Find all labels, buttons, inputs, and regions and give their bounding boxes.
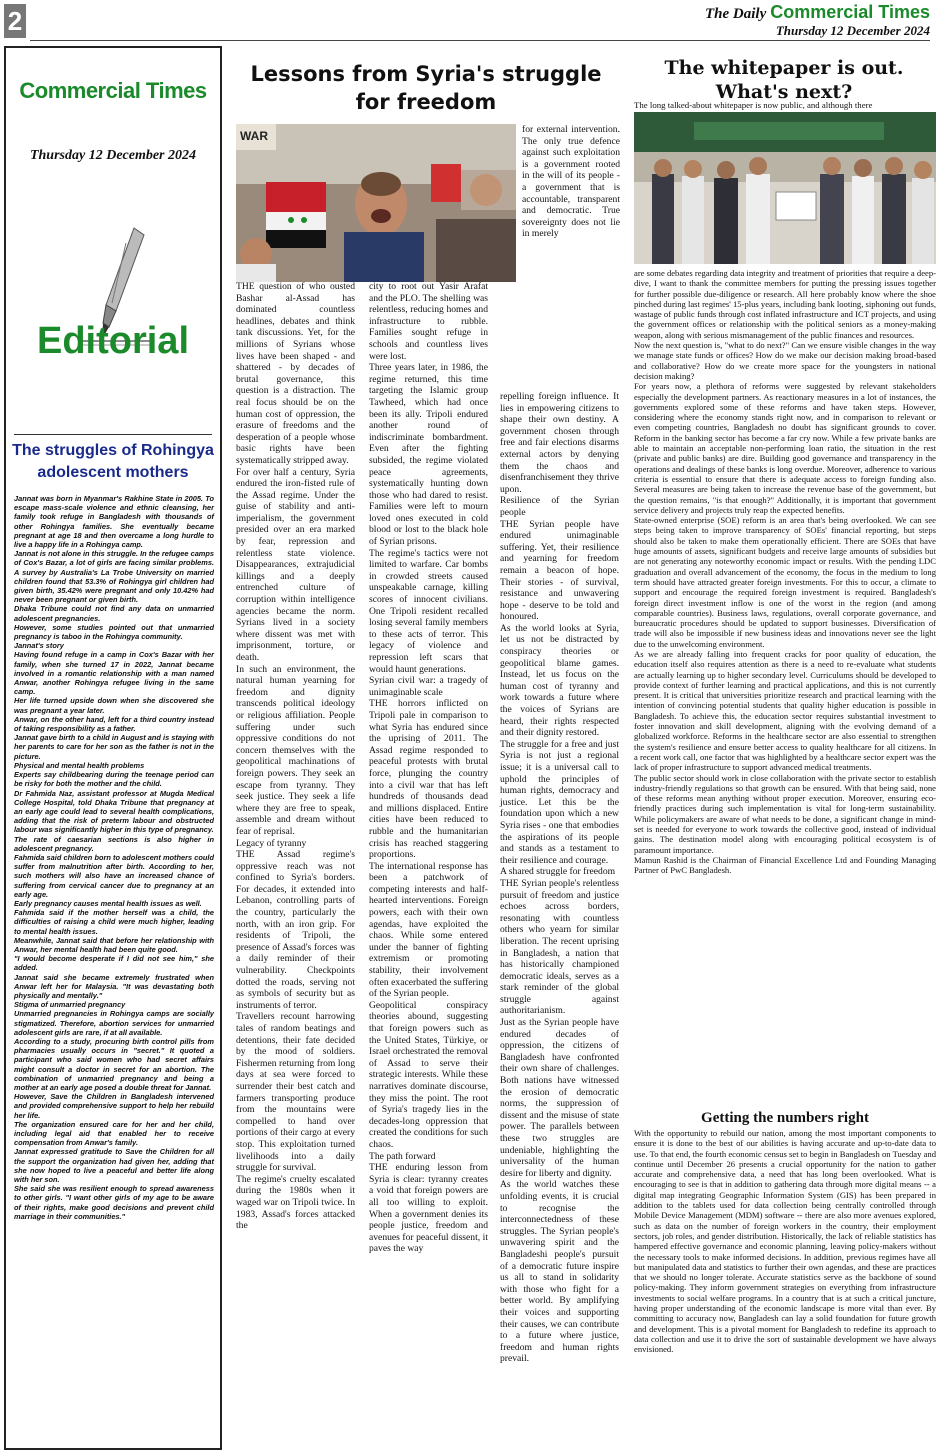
paragraph: In such an environment, the natural human yearning for freedom and dignity transcends political ideology or religious affiliation. People suffering under such oppressive conditions do not concern themselves with the geopolitical machinations of foreign powers. They seek an escape from tyranny. They seek justice. They seek a life where they are free to speak, assemble and dream without fear of reprisal. (236, 663, 355, 837)
paragraph: Jannat is not alone in this struggle. In the refugee camps of Cox's Bazar, a lot of girls are facing similar problems. A survey by Australia's La Trobe University on married children found that 53.3% of Rohingya girl children had given birth, 35.42% were pregnant and only 10.42% had never been pregnant or given birth. (14, 549, 214, 605)
paragraph: Having found refuge in a camp in Cox's Bazar with her family, when she turned 17 in 2022, Jannat became involved in a romantic relationship with a man named Anwar, another Rohingya refugee living in the same camp. (14, 650, 214, 697)
paragraph: The rate of caesarian sections is also higher in adolescent pregnancy. (14, 834, 214, 853)
masthead-the-daily: The Daily (705, 6, 767, 22)
masthead-brand: Commercial Times (770, 2, 930, 22)
paragraph: Dhaka Tribune could not find any data on unmarried adolescent pregnancies. (14, 604, 214, 623)
editorial-sidebar (4, 46, 222, 1450)
sidebar-article-body (14, 494, 214, 1221)
paragraph: Geopolitical conspiracy theories abound, suggesting that foreign powers such as the United States, Türkiye, or Israel orchestrated the removal of Assad to serve their strategic interests. While these narratives dominate discourse, they miss the point. The root of Syria's tragedy lies in the decades-long oppression that created the conditions for such chaos. (369, 999, 488, 1150)
syria-column-1 (236, 281, 355, 1232)
numbers-body (634, 1128, 936, 1355)
paragraph: The international response has been a patchwork of competing interests and half-hearted interventions. Foreign powers, each with their own agendas, have exploited the chaos. While some entered under the banner of fighting extremism or promoting stability, their involvement often exacerbated the suffering of the Syrian people. (369, 860, 488, 1000)
subhead: A shared struggle for freedom (500, 866, 616, 878)
whitepaper-body (634, 268, 936, 876)
syria-column-3-top: for external intervention. The only true defence against such exploitation is a government rooted in the will of its people - a government that is accountable, transparent and democratic. True sovereignty does not lie in merely (522, 124, 620, 240)
paragraph: Just as the Syrian people have endured decades of oppression, the citizens of Bangladesh have confronted their own share of challenges. Both nations have witnessed the erosion of democratic norms, the suppression of dissent and the misuse of state power. The parallels between these two struggles are undeniable, highlighting the universality of the human desire for liberty and dignity. (500, 1017, 619, 1179)
paragraph: She said she was resilient enough to spread awareness to other girls. "I want other girls of my age to be aware of their rights, make good decisions and prevent child marriage in their communities." (14, 1184, 214, 1221)
whitepaper-handover-photo (634, 112, 936, 264)
paragraph: Anwar, on the other hand, left for a third country instead of taking responsibility as a father. (14, 714, 214, 734)
syria-headline: Lessons from Syria's struggle for freedom (250, 62, 602, 114)
paragraph: Jannat expressed gratitude to Save the Children for all the support the organization had given her, adding that she now hoped to live a peaceful and better life along with her son. (14, 1147, 214, 1185)
paragraph: For years now, a plethora of reforms were suggested by relevant stakeholders especially the development partners. As reactionary measures in a lot of instances, the governments explored some of these reforms and have taken steps. However, considering where the economy stands right now, and in comparison to relevant or even competing countries, Bangladesh no doubt has significant grounds to cover. Reform in the banking sector has become a far cry now. While a few private banks are able to maintain an acceptable non-performing loan ratio, the situation in the rest (private and public banks) are dire. Building good governance and transparency in the operations and dealings of these banks is long overdue. Moreover, adherence to various criteria is essential to ensure that there is adequate access to foreign funding also. Several measures are being taken to increase the revenue base of the government, but the question remains, "is that enough?" Additionally, it is important that government service delivery and projects truly reap the expected benefits. (634, 381, 936, 515)
paragraph: repelling foreign influence. It lies in empowering citizens to shape their own destiny. A government chosen through free and fair elections disarms external actors by denying them the chaos and disenfranchisement they thrive upon. (500, 391, 619, 495)
paragraph: As we are already falling into frequent cracks for poor quality of education, the education itself also requires attention as there is a need to re-evaluate what students are actually learning up to higher secondary level. Curriculums should be developed to provide context of further learning and practical applications, and this is not currently present. It is critical that universities prioritize research and practical learning with the intention of convincing potential students that quality higher education is possible in Bangladesh. To achieve this, the education sector requires substantial investment to foster innovation and skill development, aligning with the evolving demand of a globalized workforce. Reforms in the healthcare sector are also essential to strengthen the system's resilience and ensure better access to quality healthcare for all citizens. In a recent work call, one factor that was highlighted by a healthcare sector expert was the lack of proper infrastructure to support advanced medical treatments. (634, 648, 936, 773)
whitepaper-headline: The whitepaper is out. What's next? (664, 57, 904, 103)
subhead: Syrian civil war: a tragedy of unimaginable scale (369, 675, 488, 698)
paragraph: State-owned enterprise (SOE) reform is an area that's being overlooked. We can see steps being taken to improve transparency of SOEs' financial reporting, but steps should also be taken to make them operationally efficient. There are SOEs that have huge amounts of assets, significant budgets and receive large amounts of subsidies but are not generating any noteworthy economic impact or results. With the pending LDC graduation and overall advancement of the economy, the focus in the medium to long term should have attracted greater foreign investments. For this to occur, a climate to support and encourage the required foreign investment is required. Bangladesh's foreign direct investment inflow is one of the worst in the region (and among comparable countries). Business laws, regulations, overall corporate governance, and bureaucratic procedures should be updated to support businesses. Diversification of trade will also be impossible if new business ideas and innovations never see the light due to the unwelcoming environment. (634, 515, 936, 649)
subhead: The path forward (369, 1150, 436, 1162)
paragraph: Meanwhile, Jannat said that before her relationship with Anwar, her mental health had been quite good. (14, 935, 214, 954)
masthead-date: Thursday 12 December 2024 (775, 23, 930, 38)
paragraph: For over half a century, Syria endured the iron-fisted rule of the Assad regime. Under the guise of stability and anti-imperialism, the government presided over an era marked by fear, repression and relentless state violence. Disappearances, extrajudicial killings and a deeply entrenched culture of corruption within intelligence agencies became the norm. Syrians lived in a society where dissent was met with imprisonment, torture, or death. (236, 466, 355, 663)
subhead: Resilience of the Syrian people (500, 495, 619, 518)
paragraph: THE Syrian people's relentless pursuit of freedom and justice echoes across borders, resonating with countless others who yearn for similar liberation. The recent uprising in Bangladesh, a nation that has historically championed democratic ideals, serves as a stark reminder of the global struggle against authoritarianism. (500, 877, 619, 1017)
paragraph: According to a study, procuring birth control pills from pharmacies usually occurs in "secret." It quoted a participant who said women who had secret affairs might consult a doctor in secret for an abortion. The combination of unmarried pregnancy and being a mother at an early age posed a double threat for Jannat. (14, 1036, 214, 1092)
masthead (705, 2, 930, 39)
paragraph: Jannat was born in Myanmar's Rakhine State in 2005. To escape mass-scale violence and ethnic cleansing, her family took refuge in Bangladesh with thousands of other Rohingya families. She eventually became pregnant at age 18 and then overcame a long hurdle to live a happy life in a Rohingya camp. (14, 494, 214, 550)
paragraph: Fahmida said if the mother herself was a child, the difficulties of raising a child were much higher, leading to mental health issues. (14, 908, 214, 936)
sidebar-headline: The struggles of Rohingya adolescent mothers (12, 442, 214, 481)
paragraph: THE Assad regime's oppressive reach was not confined to Syria's borders. For decades, it extended into Lebanon, controlling parts of the country, particularly the north, with an iron grip. For residents of Tripoli, the presence of Assad's forces was a daily reminder of their vulnerability. Checkpoints dotted the roads, serving not as symbols of security but as instruments of terror. (236, 849, 355, 1011)
paragraph: THE question of who ousted Bashar al-Assad has dominated countless headlines, debates and think tank discussions. Yet, for the millions of Syrians whose lives have been shaped - and shattered - by decades of brutal governance, this question is a distraction. The real focus should be on the human cost of oppression, the erasure of freedoms and the desperation of a people whose basic rights have been systematically stripped away. (236, 281, 355, 466)
author-note: Mamun Rashid is the Chairman of Financial Excellence Ltd and Founding Managing Partner of PwC Bangladesh. (634, 854, 936, 876)
paragraph: Jannat gave birth to a child in August and is staying with her parents to care for her son as the father is not in the picture. (14, 733, 214, 761)
section-title: Editorial (36, 320, 190, 362)
paragraph: Three years later, in 1986, the regime returned, this time targeting the Islamic group Tawheed, which had once been its ally. Tripoli endured another round of indiscriminate bombardment. Even after the fighting subsided, the regime violated peace agreements, systematically hunting down those who had dared to resist. Families were left to mourn loved ones executed in cold blood or lost to the black hole of Syrian prisons. (369, 362, 488, 548)
paragraph: Travellers recount harrowing tales of random beatings and detentions, their fate decided by the mood of soldiers. Fishermen returning from long days at sea were forced to surrender their best catch and farmers transporting produce from the mountains were compelled to hand over portions of their cargo at every stop. This exploitation turned livelihoods into a daily struggle for survival. (236, 1011, 355, 1174)
paragraph: Unmarried pregnancies in Rohingya camps are socially stigmatized. Therefore, abortion services for unmarried adolescent girls are rare, if at all available. (14, 1009, 214, 1037)
paragraph: The public sector should work in close collaboration with the private sector to establish industry-friendly regulations so that growth can be ensured. With that being said, none of these reforms mean anything without proper execution. Moreover, ensuring eco-friendly practices during such implementation is vital for long-term sustainability. While policymakers are aware of what needs to be done, a significant change in mind-set is needed for everyone to work towards the collective good, instead of individual gains. The destination model along with encouraging political ecosystem is of paramount importance. (634, 772, 936, 855)
paragraph: Experts say childbearing during the teenage period can be risky for both the mother and the child. (14, 770, 214, 789)
paragraph: The struggle for a free and just Syria is not just a regional issue; it is a universal call to uphold the principles of human rights, democracy and justice. Let this be the foundation upon which a new Syria rises - one that embodies the aspirations of its people and stands as a testament to their resilience and courage. (500, 738, 619, 866)
subhead: Stigma of unmarried pregnancy (14, 1000, 126, 1010)
paragraph: Jannat said she became extremely frustrated when Anwar left her for Malaysia. "It was devastating both physically and mentally." (14, 972, 214, 1000)
subhead: Legacy of tyranny (236, 837, 307, 849)
paragraph: Her life turned upside down when she discovered she was pregnant a year later. (14, 696, 214, 715)
syria-column-2 (369, 281, 488, 1255)
paragraph: As the world watches these unfolding events, it is crucial to recognise the interconnectedness of these struggles. The Syrian people's unwavering spirit and the Bangladeshi people's pursuit of a democratic future inspire us all to stand in solidarity with those who fight for a better world. By amplifying their voices and supporting their causes, we can contribute to a future where justice, freedom and human rights prevail. (500, 1179, 619, 1365)
page-number: 2 (4, 4, 26, 38)
paragraph: As the world looks at Syria, let us not be distracted by conspiracy theories or geopolitical blame games. Instead, let us focus on the human cost of tyranny and work towards a future where the voices of Syrians are heard, their rights respected and their dignity restored. (500, 622, 619, 739)
paragraph: THE Syrian people have endured unimaginable suffering. Yet, their resilience and yearning for freedom remain a beacon of hope. Their stories - of survival, resistance and unwavering hope - deserve to be told and honoured. (500, 518, 619, 623)
paragraph: THE enduring lesson from Syria is clear: tyranny creates a void that foreign powers are all too willing to exploit. When a government denies its people justice, freedom and avenues for peaceful dissent, it paves the way (369, 1162, 488, 1255)
paragraph: The organization ensured care for her and her child, including legal aid that enabled her to receive compensation from Anwar's family. (14, 1119, 214, 1148)
paragraph: However, some studies pointed out that unmarried pregnancy is taboo in the Rohingya community. (14, 622, 214, 642)
paragraph: Now the next question is, "what to do next?" Can we ensure visible changes in the way we manage state funds or offices? How do we make our decision making broad-based and collaborative? How do we create more space for the youngsters in national decision making? (634, 340, 936, 381)
sidebar-date: Thursday 12 December 2024 (29, 148, 197, 163)
subhead: Physical and mental health problems (14, 760, 145, 770)
paragraph: With the opportunity to rebuild our nation, among the most important components to ensure it is done to the best of our abilities is having accurate and up-to-date data to use. To that end, the fourth economic census set to begin in Bangladesh on Tuesday and continue until December 26 presents a crucial opportunity for the nation to gather accurate and comprehensive data, a need that has long been overlooked. What is encouraging to see is that in addition to gathering data through more digital means -- a digital map integrating Geographic Information System (GIS) has been prepared in addition to the tablets used for data collection being centrally controlled through Mobile Device Management (MDM) software -- there are also more avenues explored, such as data on the number of foreign workers in the country, their employment sectors, job roles, and gender distribution. Historically, the lack of reliable statistics has hampered effective governance and economic planning, leaving policy-makers without the necessary tools to make informed decisions. In addition, previous regimes have all but manipulated data and statistics to further their own agendas, and these are practices that we should no longer tolerate. Accurate statistics serve as the backbone of sound policy-making. They inform government strategies on everything from infrastructure investments to social welfare programs. In a country that is at such a critical juncture, having proper understanding of the economic landscape is more vital than ever. By committing to accuracy now, Bangladesh can lay a solid foundation for future growth and development. This is a pivotal moment for Bangladesh to redefine its approach to data collection and use it to drive the sort of sustainable development we have always envisioned. (634, 1128, 936, 1355)
paragraph: The regime's tactics were not limited to warfare. Car bombs in crowded streets caused unspeakable carnage, killing scores of innocent civilians. One Tripoli resident recalled losing several family members to these acts of terror. This legacy of violence and repression left scars that would haunt generations. (369, 547, 488, 675)
paragraph: Fahmida said children born to adolescent mothers could suffer from malnutrition after birth. According to her, such mothers will also have an increased chance of suffering from cervical cancer due to pregnancy at an early age. (14, 852, 214, 899)
header-rule (30, 40, 930, 41)
sidebar-logo: Commercial Times (19, 78, 207, 103)
paragraph: "I would become desperate if I did not see him," she added. (14, 954, 214, 973)
sidebar-divider (14, 434, 212, 435)
subhead: Jannat's story (14, 641, 64, 651)
paragraph: THE horrors inflicted on Tripoli pale in comparison to what Syria has endured since the uprising of 2011. The Assad regime responded to peaceful protests with brutal force, plunging the country into a civil war that has left hundreds of thousands dead and millions displaced. Entire cities have been reduced to rubble and the humanitarian crisis has reached staggering proportions. (369, 698, 488, 861)
paragraph: city to root out Yasir Arafat and the PLO. The shelling was relentless, reducing homes and infrastructure to rubble. Families sought refuge in schools and countless lives were lost. (369, 281, 488, 362)
paragraph: Dr Fahmida Naz, assistant professor at Mugda Medical College Hospital, told Dhaka Tribune that pregnancy at an early age could lead to several health complications, adding that the risk of preterm labour and obstructed labour was significantly higher in this type of pregnancy. (14, 788, 214, 835)
numbers-headline: Getting the numbers right (701, 1110, 869, 1126)
syria-column-3 (500, 391, 619, 1365)
photo-sign-text: WAR (240, 129, 268, 143)
whitepaper-lead: The long talked-about whitepaper is now public, and although there (634, 100, 873, 110)
paragraph: are some debates regarding data integrity and treatment of priorities that require a deep-dive, I want to thank the committee members for putting the pressing issues together for further possible due-diligence or research. All here probably know where the shoe pinched during last regimes' 15-plus years, including bank looting, siphoning out funds, wastage of public funds through cost inflated infrastructure and ICT projects, and using the government offices or relationship with the political seniors as a money-making weapon, along with serious mismanagement of the public finances and resources. (634, 268, 936, 340)
paragraph: The regime's cruelty escalated during the 1980s when it waged war on Tripoli twice. In 1983, Assad's forces attacked the (236, 1173, 355, 1232)
syria-protest-photo (236, 124, 516, 282)
paragraph: Early pregnancy causes mental health issues as well. (14, 898, 202, 908)
paragraph: However, Save the Children in Bangladesh intervened and provided comprehensive support to help her rebuild her life. (14, 1092, 214, 1120)
